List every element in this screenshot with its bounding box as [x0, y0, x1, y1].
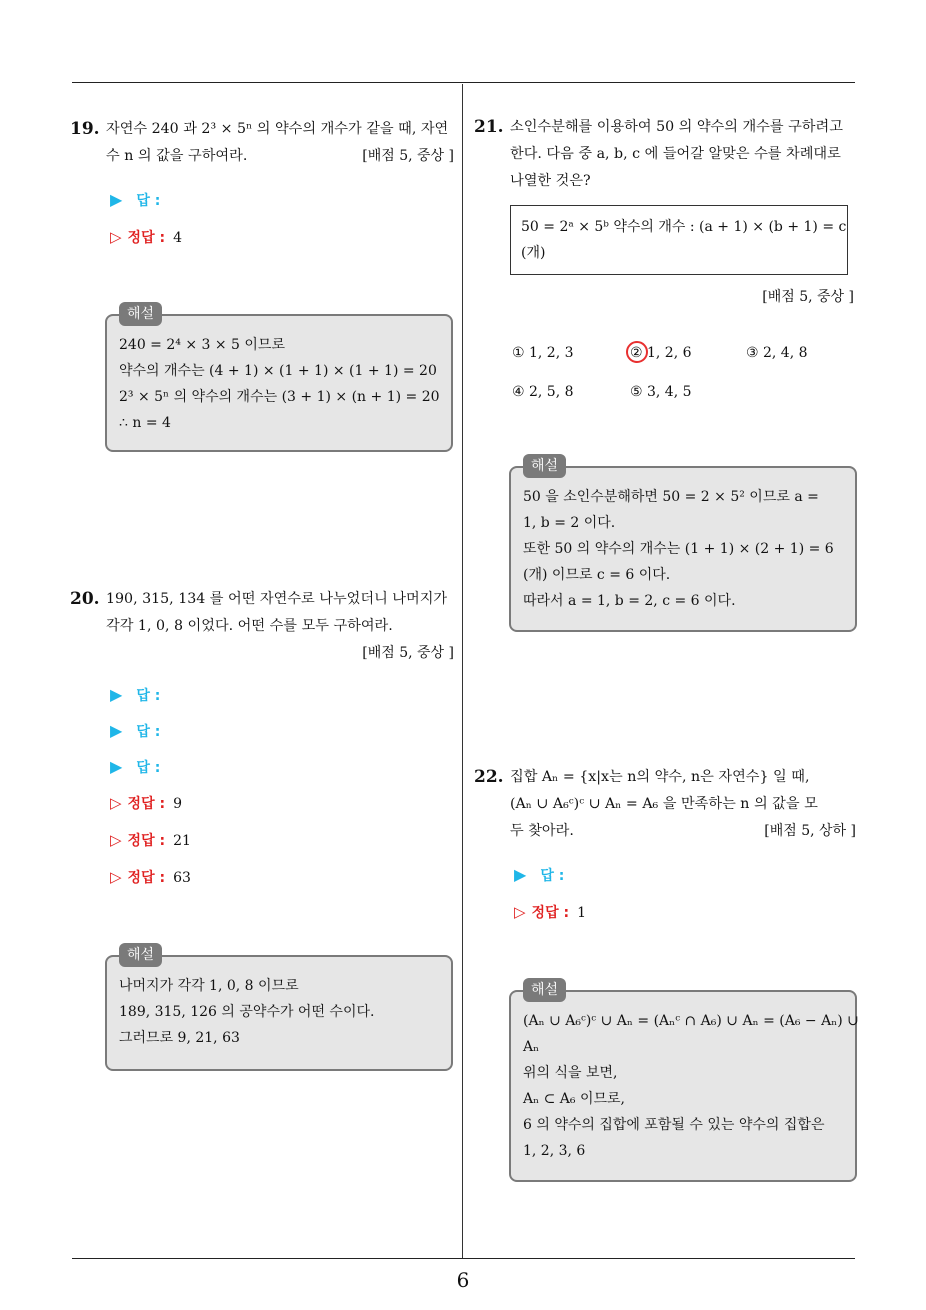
key-arrow-icon: ▷	[514, 903, 526, 921]
key-value: 1	[577, 905, 586, 921]
explanation-line: Aₙ ⊂ A₆ 이므로,	[523, 1091, 625, 1107]
choice-1[interactable]: ① 1, 2, 3	[512, 345, 574, 361]
key-arrow-icon: ▷	[110, 868, 122, 886]
explanation-line: 약수의 개수는 (4 + 1) × (1 + 1) × (1 + 1) = 20	[119, 363, 437, 379]
key-label: 정답 :	[127, 796, 166, 812]
choice-2[interactable]: ② 1, 2, 6	[630, 345, 692, 361]
answer-key-row	[110, 829, 191, 851]
explanation-tag: 해설	[119, 943, 162, 967]
explanation-line: 1, 2, 3, 6	[523, 1143, 586, 1159]
choice-4[interactable]: ④ 2, 5, 8	[512, 384, 574, 400]
question-19-meta	[300, 143, 454, 170]
explanation-line: 2³ × 5ⁿ 의 약수의 개수는 (3 + 1) × (n + 1) = 20	[119, 389, 440, 405]
explanation-line: 위의 식을 보면,	[523, 1065, 618, 1081]
explanation-tag: 해설	[119, 302, 162, 326]
choice-3[interactable]: ③ 2, 4, 8	[746, 345, 808, 361]
question-stem: 집합 Aₙ = {x|x는 n의 약수, n은 자연수} 일 때,	[510, 769, 810, 785]
explanation-box	[509, 982, 859, 1182]
column-divider	[462, 84, 463, 1258]
key-arrow-icon: ▷	[110, 831, 122, 849]
question-stem: 소인수분해를 이용하여 50 의 약수의 개수를 구하려고 한다. 다음 중 a, b, c 에 들어갈 알맞은 수를 차례대로 나열한 것은?	[510, 119, 843, 189]
answer-key-row	[110, 226, 182, 248]
explanation-line: ∴ n = 4	[119, 415, 171, 431]
key-label: 정답 :	[531, 905, 570, 921]
explanation-line: Aₙ	[523, 1039, 540, 1055]
question-21	[474, 114, 858, 195]
key-arrow-icon: ▷	[110, 228, 122, 246]
answer-arrow-icon: ▶	[110, 721, 123, 740]
selected-choice-circle	[626, 341, 648, 363]
answer-key-row	[110, 866, 191, 888]
answer-input-row[interactable]	[514, 864, 564, 886]
key-label: 정답 :	[127, 870, 166, 886]
answer-arrow-icon: ▶	[110, 685, 123, 704]
formula-line: (개)	[521, 245, 546, 261]
key-label: 정답 :	[127, 230, 166, 246]
explanation-box	[509, 458, 857, 632]
explanation-tag: 해설	[523, 454, 566, 478]
key-value: 63	[173, 870, 191, 886]
top-rule	[72, 82, 855, 83]
answer-key-row	[110, 792, 182, 814]
question-number: 20.	[70, 589, 100, 609]
explanation-line: 6 의 약수의 집합에 포함될 수 있는 약수의 집합은	[523, 1117, 825, 1133]
formula-box	[510, 205, 848, 275]
explanation-line: (Aₙ ∪ A₆ᶜ)ᶜ ∪ Aₙ = (Aₙᶜ ∩ A₆) ∪ Aₙ = (A₆ − Aₙ) ∪	[523, 1013, 859, 1029]
explanation-box	[105, 306, 453, 452]
answer-arrow-icon: ▶	[110, 190, 123, 209]
explanation-line: 또한 50 의 약수의 개수는 (1 + 1) × (2 + 1) = 6	[523, 541, 834, 557]
answer-arrow-icon: ▶	[514, 865, 527, 884]
answer-label: 답 :	[136, 688, 161, 704]
answer-label: 답 :	[136, 193, 161, 209]
score-meta: [배점 5, 중상 ]	[762, 289, 854, 305]
answer-input-row[interactable]	[110, 720, 160, 742]
key-value: 21	[173, 833, 191, 849]
explanation-line: 그러므로 9, 21, 63	[119, 1030, 240, 1046]
explanation-line: 1, b = 2 이다.	[523, 515, 616, 531]
explanation-box	[105, 947, 453, 1071]
answer-input-row[interactable]	[110, 756, 160, 778]
score-meta: [배점 5, 중상 ]	[362, 148, 454, 164]
answer-arrow-icon: ▶	[110, 757, 123, 776]
key-value: 4	[173, 230, 182, 246]
explanation-line: 50 을 소인수분해하면 50 = 2 × 5² 이므로 a =	[523, 489, 819, 505]
question-number: 22.	[474, 767, 504, 787]
question-21-meta	[700, 284, 854, 311]
explanation-line: 따라서 a = 1, b = 2, c = 6 이다.	[523, 593, 736, 609]
question-stem: 자연수 240 과 2³ × 5ⁿ 의 약수의 개수가 같을 때, 자연수 n 의 값을 구하여라.	[106, 121, 449, 164]
score-meta: [배점 5, 상하 ]	[764, 823, 856, 839]
answer-input-row[interactable]	[110, 189, 160, 211]
question-stem: 190, 315, 134 를 어떤 자연수로 나누었더니 나머지가 각각 1, 0, 8 이었다. 어떤 수를 모두 구하여라.	[106, 591, 448, 634]
question-20	[70, 586, 454, 667]
explanation-line: (개) 이므로 c = 6 이다.	[523, 567, 671, 583]
score-meta: [배점 5, 중상 ]	[362, 645, 454, 661]
question-number: 19.	[70, 119, 100, 139]
question-number: 21.	[474, 117, 504, 137]
answer-label: 답 :	[136, 760, 161, 776]
bottom-rule	[72, 1258, 855, 1259]
question-22-meta	[700, 818, 856, 845]
explanation-line: 나머지가 각각 1, 0, 8 이므로	[119, 978, 299, 994]
page-number: 6	[456, 1268, 470, 1292]
answer-key-row	[514, 901, 586, 923]
answer-input-row[interactable]	[110, 684, 160, 706]
key-arrow-icon: ▷	[110, 794, 122, 812]
key-label: 정답 :	[127, 833, 166, 849]
key-value: 9	[173, 796, 182, 812]
explanation-line: 189, 315, 126 의 공약수가 어떤 수이다.	[119, 1004, 375, 1020]
explanation-line: 240 = 2⁴ × 3 × 5 이므로	[119, 337, 285, 353]
explanation-tag: 해설	[523, 978, 566, 1002]
choice-5[interactable]: ⑤ 3, 4, 5	[630, 384, 692, 400]
formula-line: 50 = 2ᵃ × 5ᵇ 약수의 개수 : (a + 1) × (b + 1) = c	[521, 219, 847, 235]
answer-label: 답 :	[540, 868, 565, 884]
question-stem: 두 찾아라.	[510, 823, 574, 839]
question-stem: (Aₙ ∪ A₆ᶜ)ᶜ ∪ Aₙ = A₆ 을 만족하는 n 의 값을 모	[510, 796, 818, 812]
answer-label: 답 :	[136, 724, 161, 740]
